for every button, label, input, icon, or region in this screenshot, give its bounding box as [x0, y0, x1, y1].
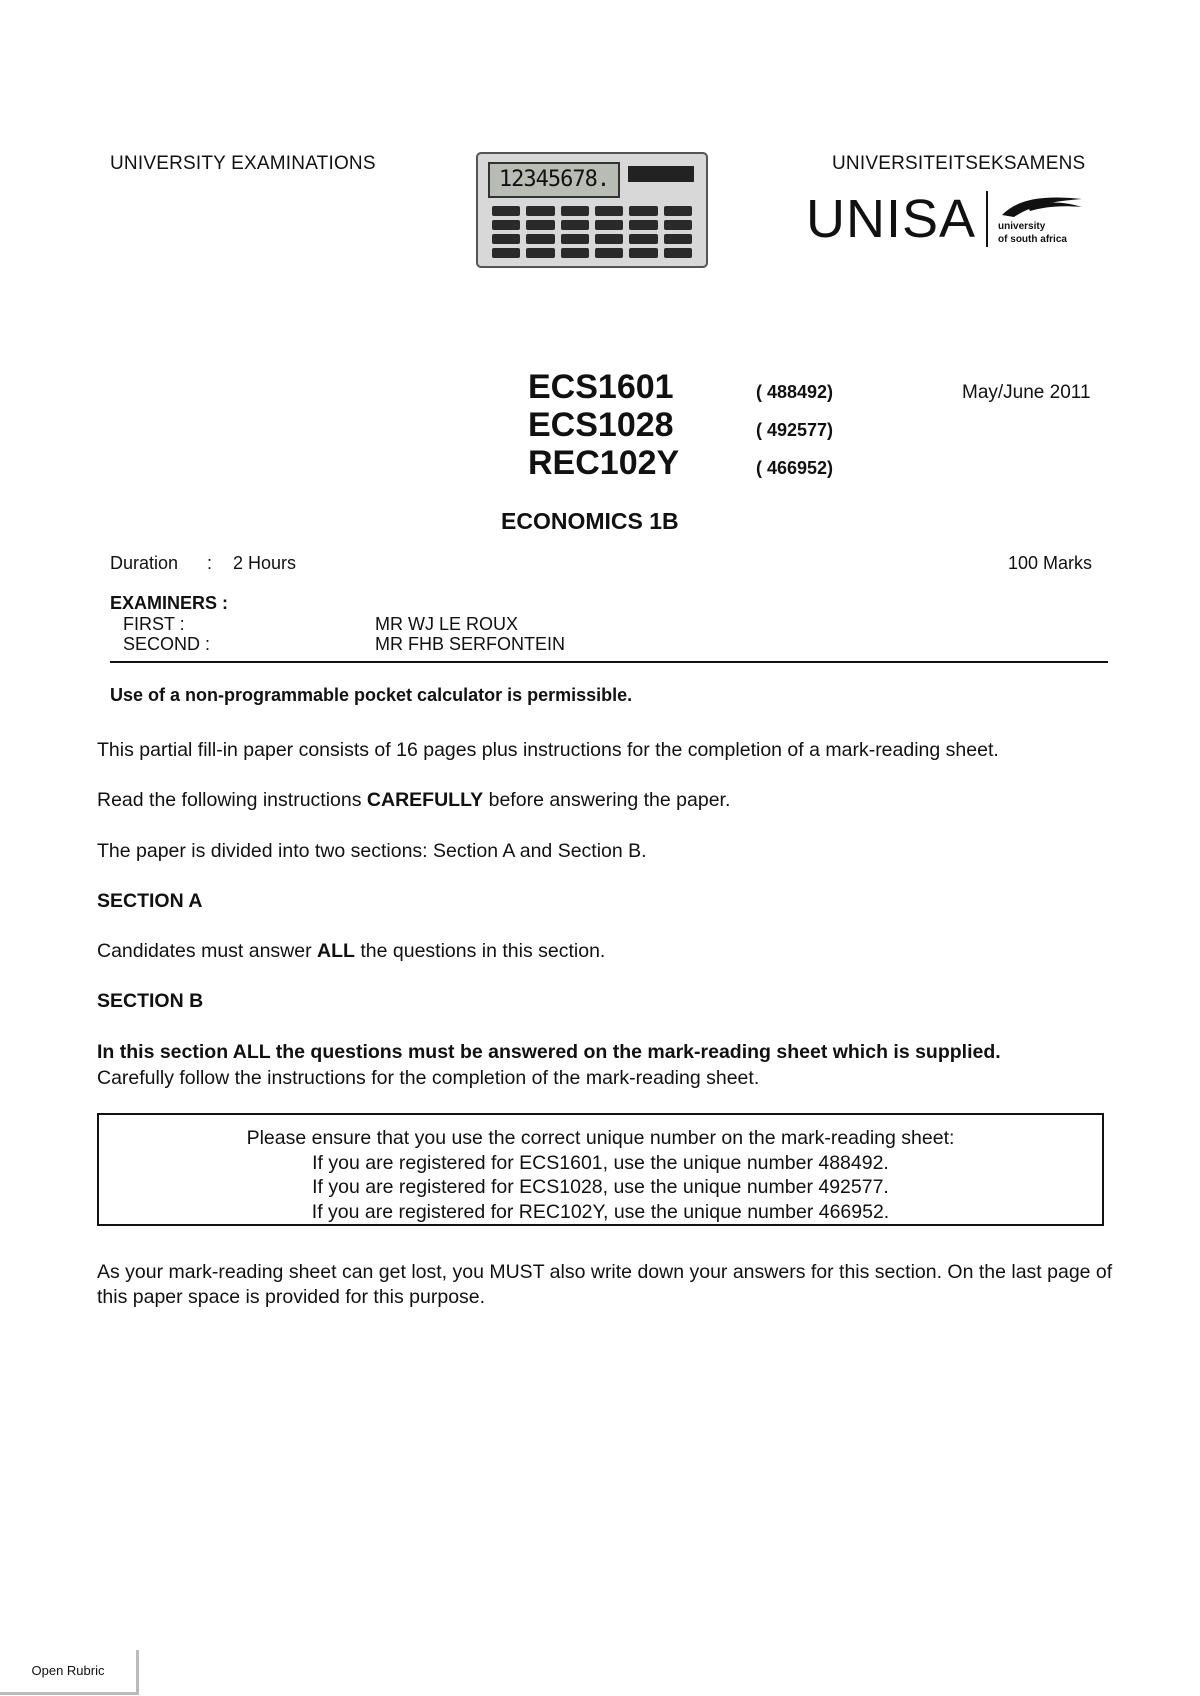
exam-date: May/June 2011 — [962, 382, 1091, 403]
course-code-2: ECS1028 — [528, 406, 674, 444]
unique-number-2: ( 492577) — [756, 420, 834, 440]
section-a-text-c: the questions in this section. — [354, 940, 606, 962]
calculator-image — [476, 152, 708, 268]
examiners-heading: EXAMINERS : — [110, 593, 229, 613]
duration-label: Duration — [110, 553, 179, 573]
duration-separator: : — [207, 553, 213, 573]
notice-line: If you are registered for ECS1601, use the unique number 488492. — [312, 1151, 889, 1174]
total-marks: 100 Marks — [1008, 553, 1093, 573]
section-a-text-a: Candidates must answer — [97, 940, 318, 962]
logo-tagline-line2: of south africa — [998, 234, 1067, 245]
second-examiner-label: SECOND : — [123, 634, 211, 654]
logo-tagline-line1: university — [998, 221, 1046, 232]
section-b-heading: SECTION B — [97, 990, 204, 1012]
unique-number-1: ( 488492) — [756, 382, 834, 402]
instructions-text-bold: CAREFULLY — [366, 789, 484, 811]
header-right-text: UNIVERSITEITSEKSAMENS — [832, 153, 1086, 174]
calculator-note: Use of a non-programmable pocket calculator is permissible. — [110, 685, 633, 705]
section-a-text-bold: ALL — [317, 940, 355, 962]
unisa-logo — [806, 188, 1084, 250]
course-code-1: ECS1601 — [528, 368, 674, 406]
section-b-instruction-bold: In this section ALL the questions must be answered on the mark-reading sheet which is supplied. — [97, 1041, 1001, 1063]
first-examiner-name: MR WJ LE ROUX — [375, 614, 519, 634]
paragraph-pages: This partial fill-in paper consists of 16 pages plus instructions for the completion of a mark-reading sheet. — [97, 739, 999, 761]
instructions-text-c: before answering the paper. — [483, 789, 731, 811]
first-examiner-label: FIRST : — [123, 614, 185, 634]
notice-line: Please ensure that you use the correct unique number on the mark-reading sheet: — [246, 1127, 955, 1149]
header-divider — [110, 661, 1108, 663]
logo-swoosh-icon — [998, 193, 1084, 219]
exam-title: ECONOMICS 1B — [501, 508, 679, 534]
section-b-instruction: Carefully follow the instructions for the completion of the mark-reading sheet. — [97, 1067, 760, 1089]
open-rubric-button[interactable]: Open Rubric — [0, 1650, 139, 1695]
course-code-3: REC102Y — [528, 444, 680, 482]
notice-line: If you are registered for REC102Y, use the unique number 466952. — [311, 1200, 890, 1223]
duration-value: 2 Hours — [233, 553, 297, 573]
header-left-text: UNIVERSITY EXAMINATIONS — [110, 153, 376, 174]
unique-number-notice — [97, 1113, 1104, 1226]
paragraph-backup-answers: As your mark-reading sheet can get lost, you MUST also write down your answers for this section. On the last page of this paper space is provided for this purpose. — [97, 1261, 1113, 1308]
paragraph-instructions — [97, 788, 730, 813]
instructions-text-a: Read the following instructions — [97, 789, 367, 811]
logo-word: UNISA — [806, 189, 977, 249]
solar-panel — [628, 166, 694, 182]
unique-number-3: ( 466952) — [756, 458, 834, 478]
notice-line: If you are registered for ECS1028, use the unique number 492577. — [312, 1176, 889, 1198]
logo-divider — [986, 191, 988, 247]
second-examiner-name: MR FHB SERFONTEIN — [375, 634, 566, 654]
logo-tagline — [998, 193, 1084, 245]
paragraph-sections: The paper is divided into two sections: Section A and Section B. — [97, 840, 647, 862]
section-a-heading: SECTION A — [97, 890, 203, 912]
calculator-display: 12345678. — [488, 162, 620, 198]
paragraph-section-a — [97, 939, 605, 964]
calculator-keys — [492, 206, 692, 258]
